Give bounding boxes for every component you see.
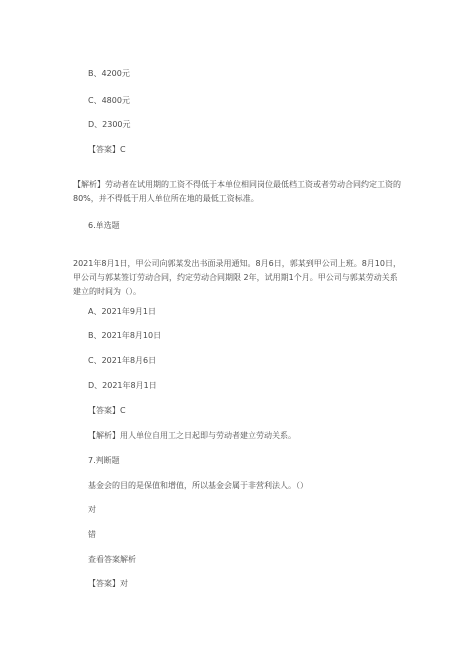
q5-option-d: D、2300元: [88, 120, 131, 129]
q6-analysis: 【解析】用人单位自用工之日起即与劳动者建立劳动关系。: [88, 431, 296, 440]
q6-answer: 【答案】C: [88, 406, 126, 415]
q6-option-c: C、2021年8月6日: [88, 356, 157, 365]
q7-heading: 7.判断题: [88, 456, 120, 465]
q7-stem: 基金会的目的是保值和增值，所以基金会属于非营利法人。（）: [88, 481, 308, 490]
q6-option-a: A、2021年9月1日: [88, 307, 157, 316]
q6-heading: 6.单选题: [88, 221, 120, 230]
q7-answer: 【答案】对: [88, 579, 128, 588]
q5-option-b: B、4200元: [88, 69, 130, 78]
view-analysis-link[interactable]: 查看答案解析: [88, 555, 136, 564]
q6-option-d: D、2021年8月1日: [88, 381, 157, 390]
q7-option-false: 错: [88, 530, 96, 539]
q6-stem: 2021年8月1日，甲公司向郭某发出书面录用通知。8月6日，郭某到甲公司上班。8月10日，甲公司与郭某签订劳动合同，约定劳动合同期限 2年，试用期1个月。甲公司与郭某劳动关系建立的时间为（）。: [73, 259, 401, 296]
q5-answer: 【答案】C: [88, 145, 126, 154]
q6-option-b: B、2021年8月10日: [88, 331, 162, 340]
q5-analysis: 【解析】劳动者在试用期的工资不得低于本单位相同岗位最低档工资或者劳动合同约定工资的80%，并不得低于用人单位所在地的最低工资标准。: [73, 180, 401, 203]
q5-option-c: C、4800元: [88, 96, 130, 105]
q7-option-true: 对: [88, 505, 96, 514]
